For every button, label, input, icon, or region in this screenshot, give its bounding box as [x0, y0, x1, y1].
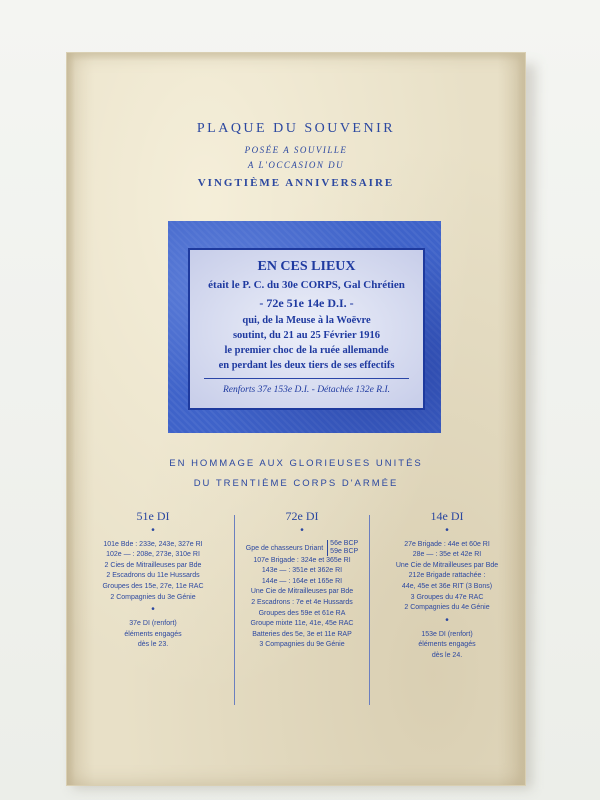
plaque-panel	[188, 248, 425, 410]
subtitle-heading: VINGTIÈME ANNIVERSAIRE	[197, 177, 395, 189]
reinforcement-line: 153e DI (renfort)	[421, 630, 473, 638]
reinforcement-line: 37e DI (renfort)	[129, 620, 177, 628]
unit-line: 212e Brigade rattachée :	[408, 572, 486, 580]
column-14-di	[372, 511, 522, 662]
unit-line: 102e — : 208e, 273e, 310e RI	[106, 551, 200, 559]
subtitle-line-1: POSÉE A SOUVILLE	[244, 145, 348, 155]
bullet: •	[300, 524, 304, 536]
booklet-back-cover	[66, 52, 526, 786]
column-51-di	[73, 511, 233, 651]
column-divider	[234, 515, 235, 705]
plaque-divider	[204, 378, 409, 379]
reinforcement-line: dès le 24.	[431, 651, 463, 659]
subtitle-line-2: A L'OCCASION DU	[247, 160, 345, 170]
reinforcement-line: dès le 23.	[137, 641, 169, 649]
plaque-line: qui, de la Meuse à la Woëvre	[242, 315, 371, 326]
bullet: •	[445, 614, 449, 626]
unit-line: Groupe mixte 11e, 41e, 45e RAC	[250, 620, 354, 628]
column-divider	[369, 515, 370, 705]
bullet: •	[151, 604, 155, 616]
plaque-footnote: Renforts 37e 153e D.I. - Détachée 132e R.I.	[223, 385, 390, 395]
unit-line: 144e — : 164e et 165e RI	[261, 577, 343, 585]
unit-line: 3 Compagnies du 9e Génie	[259, 641, 345, 649]
plaque-line: EN CES LIEUX	[257, 259, 356, 274]
plaque-line: - 72e 51e 14e D.I. -	[259, 296, 354, 310]
plaque-photo	[168, 221, 441, 433]
column-heading: 14e DI	[430, 509, 464, 523]
unit-line: 27e Brigade : 44e et 60e RI	[404, 540, 490, 548]
unit-line: Une Cie de Mitrailleuses par Bde	[250, 588, 354, 596]
unit-line: 101e Bde : 233e, 243e, 327e RI	[103, 540, 203, 548]
unit-line: Groupes des 15e, 27e, 11e RAC	[102, 582, 204, 590]
chasseurs-group	[237, 540, 367, 556]
plaque-line: soutint, du 21 au 25 Février 1916	[232, 330, 381, 341]
unit-line: 2 Compagnies du 3e Génie	[110, 593, 196, 601]
homage-line-2: DU TRENTIÈME CORPS D'ARMÉE	[193, 478, 399, 489]
column-heading: 72e DI	[285, 509, 319, 523]
bullet: •	[445, 524, 449, 536]
unit-line: 3 Groupes du 47e RAC	[410, 593, 484, 601]
unit-line: 56e BCP	[330, 539, 359, 547]
bullet: •	[151, 524, 155, 536]
unit-line: 28e — : 35e et 42e RI	[412, 551, 482, 559]
bcp-brace	[327, 540, 358, 556]
unit-line: 143e — : 351e et 362e RI	[261, 567, 343, 575]
unit-line: 2 Cies de Mitrailleuses par Bde	[104, 561, 202, 569]
unit-line: Gpe de chasseurs Driant	[245, 544, 324, 552]
unit-line: Groupes des 59e et 61e RA	[258, 609, 346, 617]
unit-line: Batteries des 5e, 3e et 11e RAP	[252, 630, 352, 638]
unit-line: 2 Escadrons du 11e Hussards	[106, 572, 200, 580]
reinforcement-line: éléments engagés	[418, 641, 476, 649]
unit-line: 59e BCP	[330, 547, 359, 555]
plaque-line: était le P. C. du 30e CORPS, Gal Chrétien	[208, 279, 405, 291]
unit-line: 2 Escadrons : 7e et 4e Hussards	[251, 598, 353, 606]
reinforcement-line: éléments engagés	[124, 630, 182, 638]
unit-line: 107e Brigade : 324e et 365e RI	[253, 556, 351, 564]
plaque-line: en perdant les deux tiers de ses effectifs	[218, 360, 395, 371]
unit-line: 2 Compagnies du 4e Génie	[404, 604, 490, 612]
unit-line: Une Cie de Mitrailleuses par Bde	[395, 561, 499, 569]
plaque-line: le premier choc de la ruée allemande	[224, 345, 389, 356]
unit-line: 44e, 45e et 36e RIT (3 Bons)	[401, 582, 493, 590]
page-title: PLAQUE DU SOUVENIR	[196, 121, 396, 136]
worn-edge-top	[67, 53, 525, 61]
homage-line-1: EN HOMMAGE AUX GLORIEUSES UNITÉS	[169, 458, 423, 469]
column-72-di	[237, 511, 367, 651]
column-heading: 51e DI	[136, 509, 170, 523]
